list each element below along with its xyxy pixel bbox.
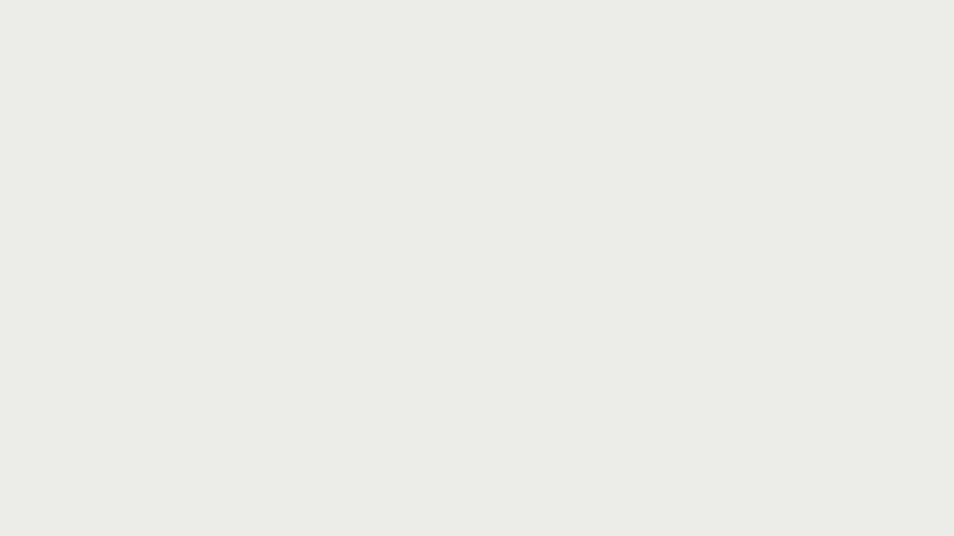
notice-line: [12, 329, 942, 352]
notice-line: [12, 375, 942, 398]
notice-line: [12, 259, 942, 282]
notice-line: [12, 398, 942, 421]
notice-line: [12, 468, 942, 491]
notice-line: [12, 166, 942, 189]
notice-line: [12, 190, 942, 213]
notice-line: [12, 213, 942, 236]
notice-line: [12, 143, 942, 166]
notice-line: [12, 352, 942, 375]
notice-line: [12, 236, 942, 259]
signature-row: [12, 492, 942, 516]
notice-line: [12, 305, 942, 328]
notice-line: [12, 421, 942, 444]
notice-line: [12, 4, 942, 27]
notice-line: [12, 97, 942, 120]
notice-body: [12, 4, 942, 491]
notice-line: [12, 50, 942, 73]
notice-line: [12, 120, 942, 143]
notice-line: [12, 74, 942, 97]
notice-line: [12, 445, 942, 468]
notice-line: [12, 282, 942, 305]
notice-line: [12, 27, 942, 50]
